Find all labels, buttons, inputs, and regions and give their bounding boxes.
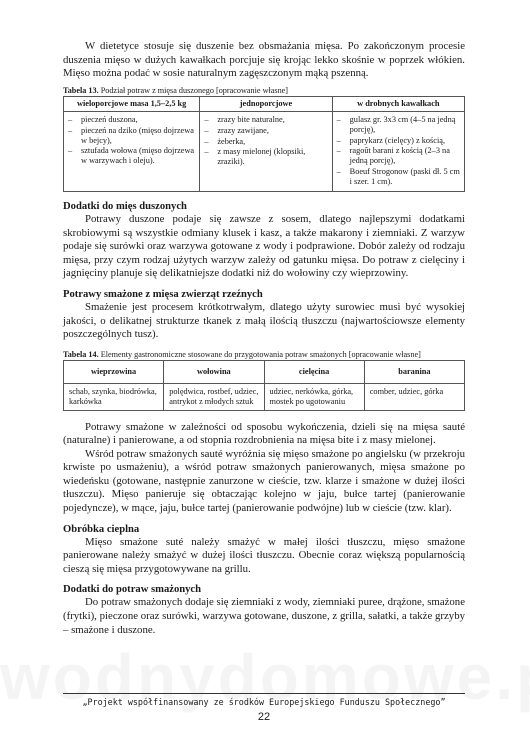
table14 [63, 360, 465, 411]
table14-header-2: wołowina [164, 360, 264, 383]
page-number: 22 [257, 711, 271, 723]
paragraph-saute-panierowane: Wśród potraw smażonych sauté wyróżnia się mięso smażone po angielsku (w przekroju krwiste po usmażeniu), a wśród potraw smażonych panierowanych, mięsa smażone po wiedeńsku (gotowane, następnie zanurzone w cieście, tzw. klarze i smażone w dużej ilości tłuszczu). Mięso panieruje się obtaczając kolejno w jaju, bułce tartej (panierowanie pojedyncze), w mące, jaju, bułce tartej (panierowanie podwójne) lub w cieście (tzw. klar). [63, 447, 465, 515]
table13-body-row [64, 111, 465, 191]
section-text-dodatki-smazone: Do potraw smażonych dodaje się ziemniaki z wody, ziemniaki puree, drążone, smażone (frytki), pieczone oraz surówki, warzywa gotowane, duszone, z grilla, sałatki, a także grzyby – smażone i duszone. [63, 596, 465, 636]
table14-caption-text: Elementy gastronomiczne stosowane do przygotowania potraw smażonych [opracowanie własne] [98, 349, 421, 359]
table14-cell-4: comber, udziec, górka [364, 383, 464, 410]
table14-caption-label: Tabela 14. [63, 349, 99, 359]
section-text-obrobka: Mięso smażone suté należy smażyć w małej ilości tłuszczu, mięso smażone panierowane należy smażyć w dużej ilości tłuszczu. Obecnie coraz większą popularnością cieszą się mięsa przygotowywane na grillu. [63, 535, 465, 575]
page-content [63, 40, 465, 637]
table13-cell-1 [64, 111, 200, 191]
list-item: – żeberka, [204, 137, 327, 147]
list-item: – pieczeń na dziko (mięso dojrzewa w bejcy), [68, 126, 195, 146]
table13-header-1: wieloporcjowe masa 1,5–2,5 kg [64, 96, 200, 111]
section-heading-obrobka: Obróbka cieplna [63, 523, 140, 535]
list-item: – sztufada wołowa (mięso dojrzewa w warzywach i oleju). [68, 146, 195, 166]
list-item: – z masy mielonej (klopsiki, zraziki). [204, 147, 327, 167]
table14-caption [63, 350, 465, 360]
table14-header-row [64, 360, 465, 383]
list-item: – gulasz gr. 3x3 cm (4–5 na jedną porcję), [337, 115, 460, 135]
list-item: – Boeuf Strogonow (paski dł. 5 cm i szer. 1 cm). [337, 167, 460, 187]
table13-caption-text: Podział potraw z mięsa duszonego [opracowanie własne] [98, 85, 289, 95]
table14-cell-2: polędwica, rostbef, udziec, antrykot z młodych sztuk [164, 383, 264, 410]
table13-header-2: jednoporcjowe [200, 96, 332, 111]
section-heading-dodatki-smazone: Dodatki do potraw smażonych [63, 584, 202, 596]
table13 [63, 96, 465, 192]
footer-divider [63, 693, 465, 694]
section-text-potrawy-smazone: Smażenie jest procesem krótkotrwałym, dlatego użyty surowiec musi być wysokiej jakości, o delikatnej strukturze tkanek z małą ilością tłuszczu (najwartościowsze elementy poszczególnych tusz). [63, 301, 465, 341]
section-text-dodatki-duszone: Potrawy duszone podaje się zawsze z sosem, dlatego najlepszymi dodatkami skrobiowymi są wszystkie odmiany klusek i kasz, a także makarony i ziemniaki. Z warzyw podaje się surówki oraz warzywa gotowane z wody i podprawione. Dobór zależy od rodzaju mięsa, przy czym rodzaj użytych warzyw zależy od gatunku mięsa. Do potraw z cielęciny i jagnięciny planuje się delikatniejsze dodatki niż do wołowiny czy wieprzowiny. [63, 213, 465, 280]
footer-text: „Projekt współfinansowany ze środków Europejskiego Funduszu Społecznego” [82, 697, 446, 707]
table13-caption-label: Tabela 13. [63, 85, 99, 95]
list-item: – pieczeń duszona, [68, 115, 195, 125]
list-item: – paprykarz (cielęcy) z kością, [337, 136, 460, 146]
paragraph-sposob-wykonczenia: Potrawy smażone w zależności od sposobu wykończenia, dzieli się na mięsa sauté (naturalne) i panierowane, a od stopnia rozdrobnienia na mięsa bite i z masy mielonej. [63, 420, 465, 447]
table13-header-row [64, 96, 465, 111]
table14-header-3: cielęcina [264, 360, 364, 383]
intro-paragraph: W dietetyce stosuje się duszenie bez obsmażania mięsa. Po zakończonym procesie duszenia mięso w dużych kawałkach porcjuje się krojąc lekko skośnie w poprzek włókien. Mięso można podać w sosie naturalnym zagęszczonym mąką pszenną. [63, 40, 465, 80]
table13-caption [63, 86, 465, 96]
table13-header-3: w drobnych kawałkach [332, 96, 464, 111]
list-item: – ragoût barani z kością (2–3 na jedną porcję), [337, 146, 460, 166]
table13-cell-2 [200, 111, 332, 191]
list-item: – zrazy bite naturalne, [204, 115, 327, 125]
table14-body-row [64, 383, 465, 410]
table14-header-4: baranina [364, 360, 464, 383]
section-heading-dodatki-duszone: Dodatki do mięs duszonych [63, 201, 187, 213]
table14-header-1: wieprzowina [64, 360, 164, 383]
table14-cell-1: schab, szynka, biodrówka, karkówka [64, 383, 164, 410]
table13-cell-3 [332, 111, 464, 191]
table14-cell-3: udziec, nerkówka, górka, mostek po ugotowaniu [264, 383, 364, 410]
list-item: – zrazy zawijane, [204, 126, 327, 136]
section-heading-potrawy-smazone: Potrawy smażone z mięsa zwierząt rzeźnych [63, 289, 263, 300]
